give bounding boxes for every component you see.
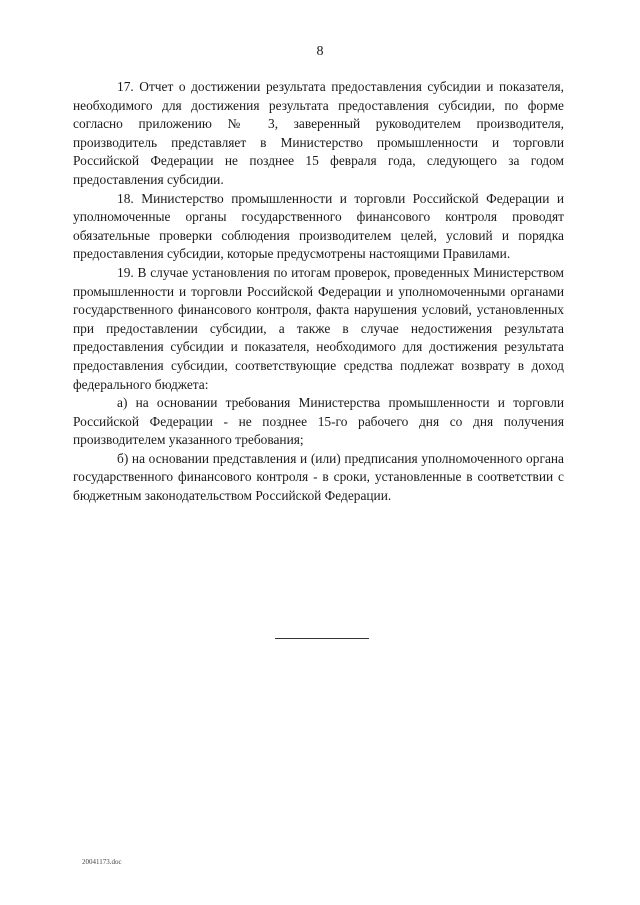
paragraph-17-report: 17. Отчет о достижении результата предоставления субсидии и показателя, необходимого для достижения результата предоставления субсидии, по форме согласно приложению № 3, заверенный руководителем производителя, производитель представляет в Министерство промышленности и торговли Российской Федерации не позднее 15 февраля года, следующего за годом предоставления субсидии.: [73, 79, 564, 187]
end-of-text-divider: [275, 638, 369, 639]
subparagraph-b: б) на основании представления и (или) предписания уполномоченного органа государственного финансового контроля - в сроки, установленные в соответствии с бюджетным законодательством Российской Федерации.: [73, 450, 564, 504]
subparagraph-a: а) на основании требования Министерства промышленности и торговли Российской Федерации - не позднее 15-го рабочего дня со дня получения производителем указанного требования;: [73, 395, 564, 448]
paragraph-18-inspections: 18. Министерство промышленности и торговли Российской Федерации и уполномоченные органы государственного финансового контроля проводят обязательные проверки соблюдения производителем целей, условий и порядка предоставления субсидии, которые предусмотрены настоящими Правилами.: [73, 190, 564, 262]
footer-file-code: 20041173.doc: [82, 858, 122, 866]
paragraph-19-refund: 19. В случае установления по итогам проверок, проведенных Министерством промышленности и торговли Российской Федерации и уполномоченными органами государственного финансового контроля, факта нарушения условий, установленных при предоставлении субсидии, а также в случае недостижения результата предоставления субсидии и показателя, необходимого для достижения результата предоставления субсидии, соответствующие средства подлежат возврату в доход федерального бюджета:: [73, 264, 564, 392]
document-body: [73, 78, 564, 506]
page-number: 8: [316, 44, 324, 59]
